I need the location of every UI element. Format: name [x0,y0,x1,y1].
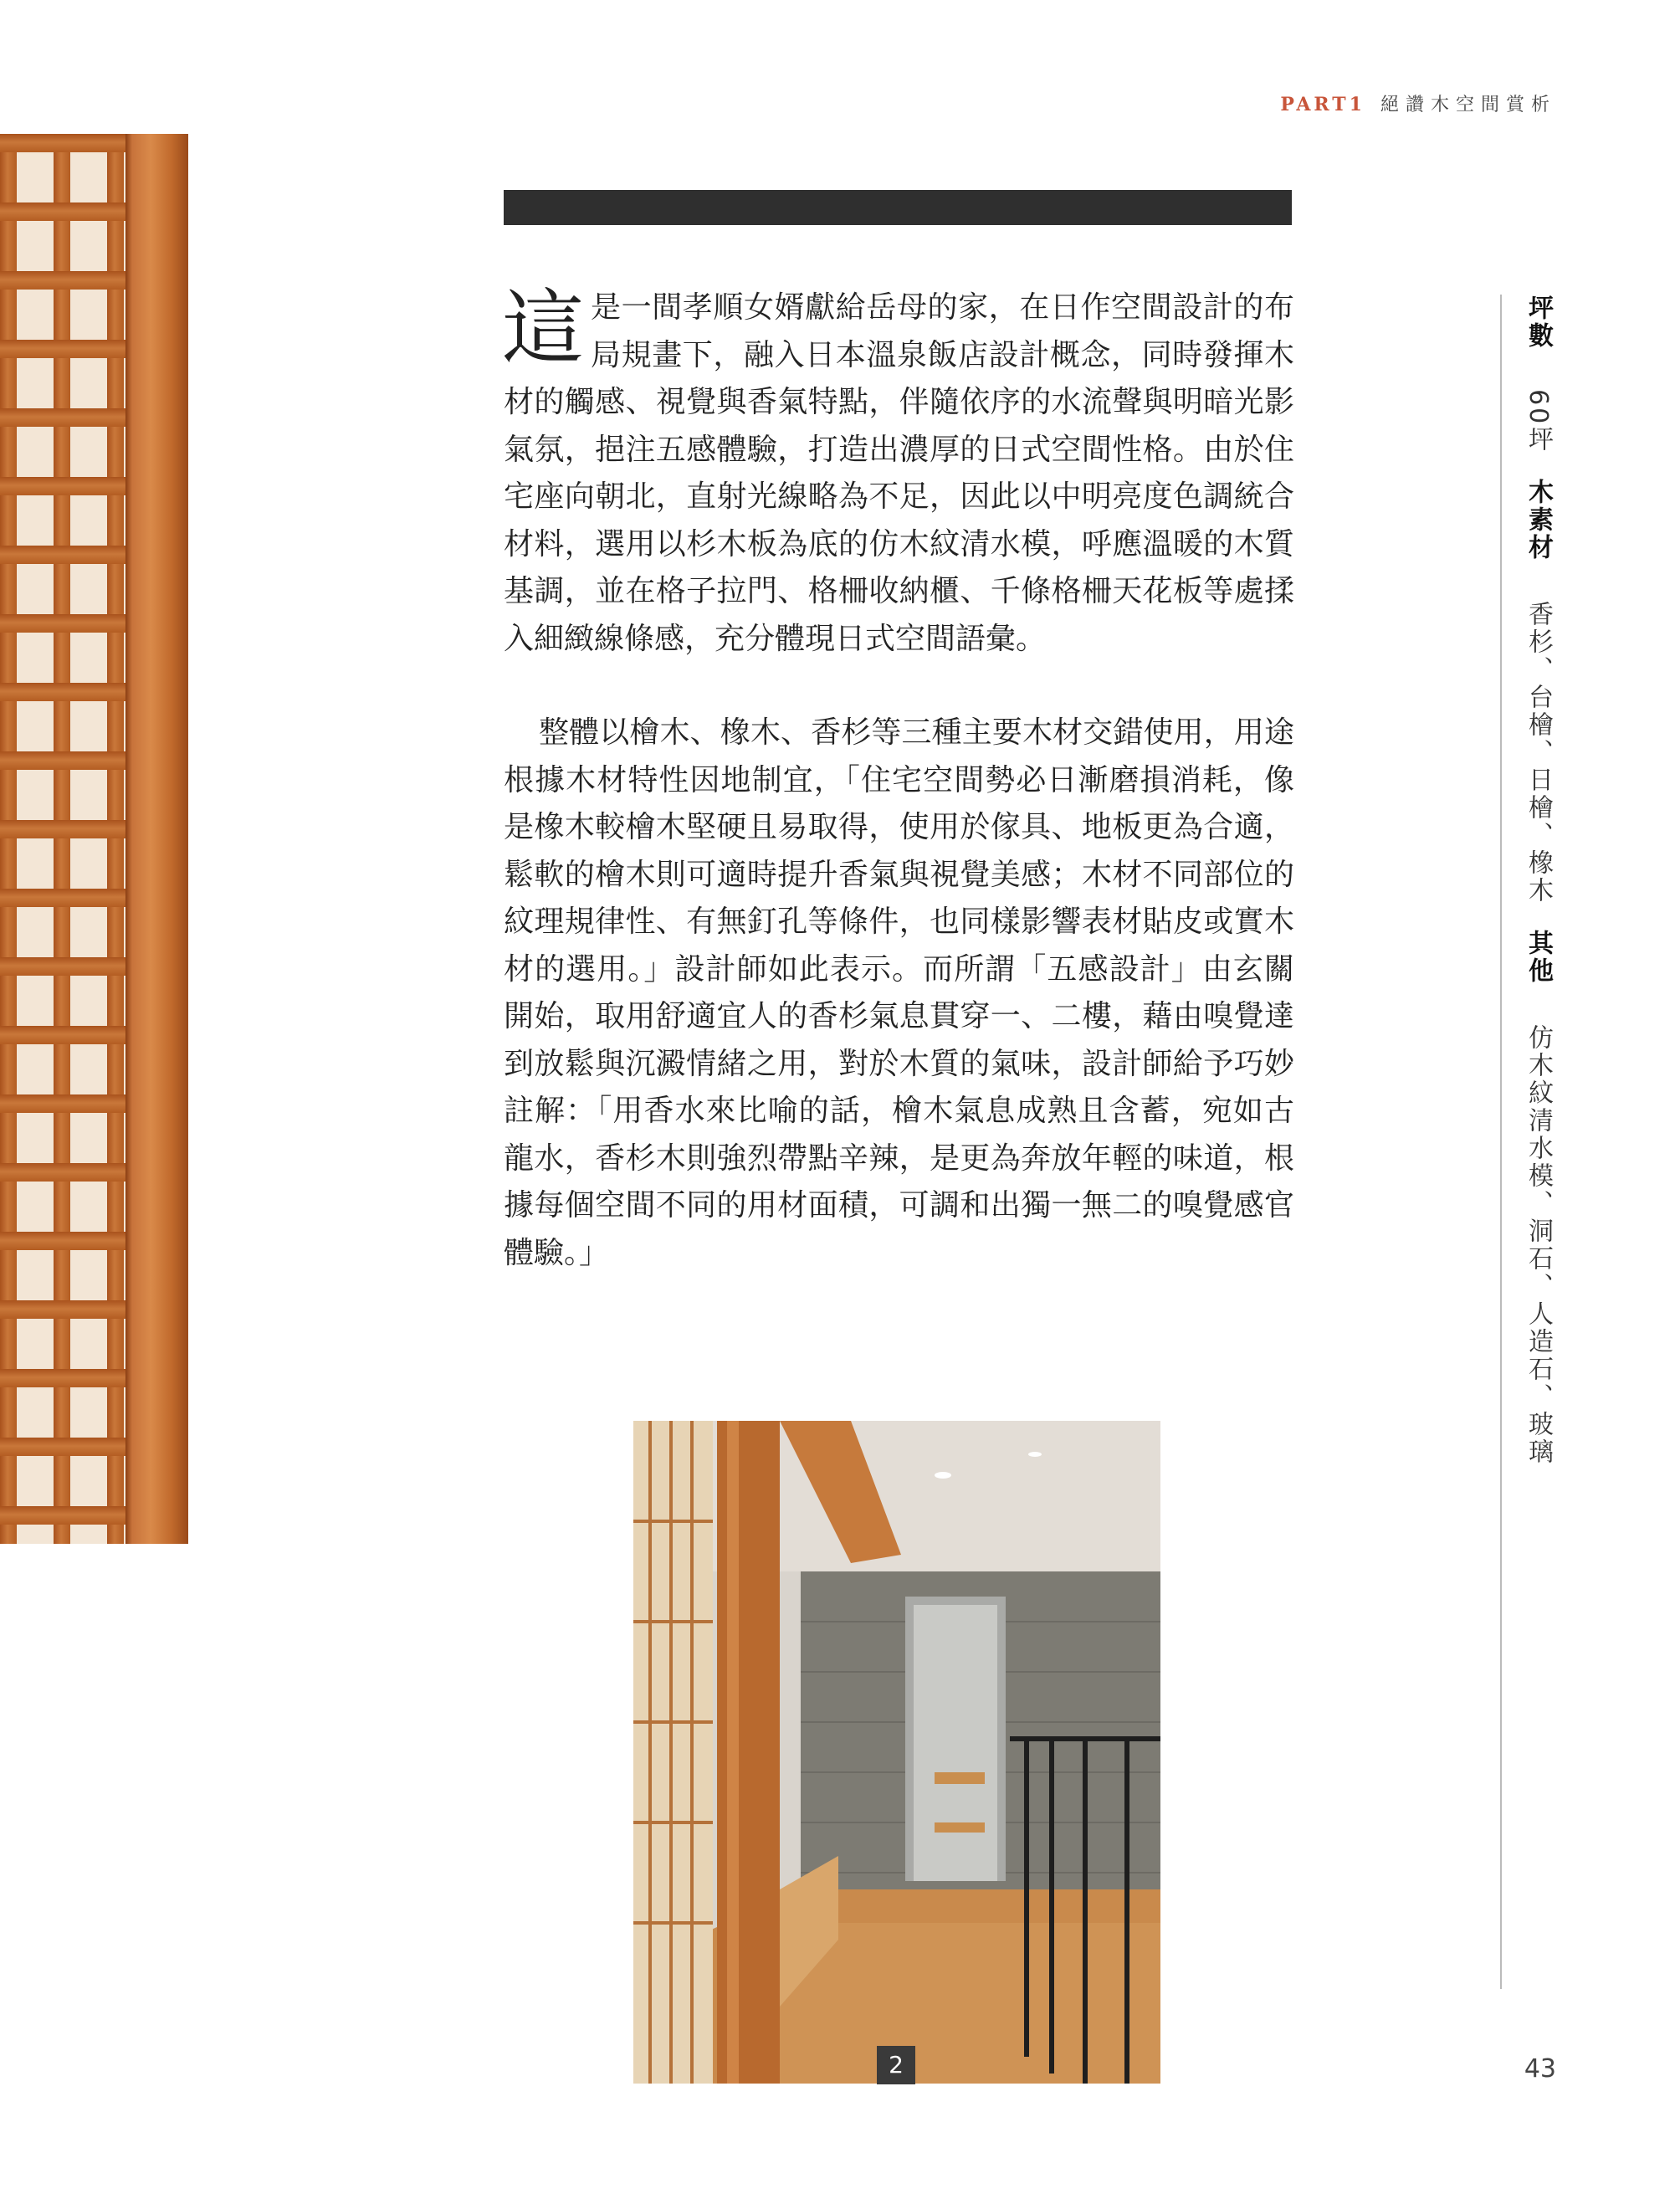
sidebar-rule [1500,295,1502,1989]
paragraph-1-text: 是一間孝順女婿獻給岳母的家，在日作空間設計的布局規畫下，融入日本溫泉飯店設計概念，同時發揮木材的觸感、視覺與香氣特點，伴隨依序的水流聲與明暗光影氣氛，挹注五感體驗，打造出濃厚的日式空間性格。由於住宅座向朝北，直射光線略為不足，因此以中明亮度色調統合材料，選用以杉木板為底的仿木紋清水模，呼應溫暖的木質基調，並在格子拉門、格柵收納櫃、千條格柵天花板等處揉入細緻線條感，充分體現日式空間語彙。 [504,290,1294,656]
other-info [1523,930,1553,1466]
part-label: PART1 [1280,94,1365,115]
area-info [1523,295,1553,454]
section-title: 絕讚木空間賞析 [1380,95,1556,115]
other-label: 其他 [1524,930,1553,986]
area-value: 60坪 [1524,389,1553,454]
wood-lattice-image [0,134,188,1544]
running-header [1104,90,1556,124]
interior-photo [633,1421,1160,2084]
project-info-sidebar [1523,295,1556,1491]
wood-value: 香杉、台檜、日檜、橡木 [1524,601,1553,905]
other-value: 仿木紋清水模、洞石、人造石、玻璃 [1524,1024,1553,1467]
interior-photo-drawing [633,1421,1160,2084]
wood-label: 木素材 [1524,479,1553,562]
paragraph-2: 整體以檜木、橡木、香杉等三種主要木材交錯使用，用途根據木材特性因地制宜，「住宅空間勢必日漸磨損消耗，像是橡木較檜木堅硬且易取得，使用於傢具、地板更為合適，鬆軟的檜木則可適時提升香氣與視覺美感；木材不同部位的紋理規律性、有無釘孔等條件，也同樣影響表材貼皮或實木材的選用。」設計師如此表示。而所謂「五感設計」由玄關開始，取用舒適宜人的香杉氣息貫穿一、二樓，藉由嗅覺達到放鬆與沉澱情緒之用，對於木質的氣味，設計師給予巧妙註解：「用香水來比喻的話，檜木氣息成熟且含蓄，宛如古龍水，香杉木則強烈帶點辛辣，是更為奔放年輕的味道，根據每個空間不同的用材面積，可調和出獨一無二的嗅覺感官體驗。」 [504,715,1294,1270]
lattice-grid [0,134,125,1544]
area-label: 坪數 [1524,295,1553,350]
title-bar [504,190,1292,225]
page-number: 43 [1524,2054,1556,2084]
wood-info [1523,479,1553,905]
drop-cap: 這 [502,281,585,377]
article-body [502,281,1294,1277]
photo-number: 2 [877,2046,915,2084]
paragraph-1 [502,281,1294,663]
